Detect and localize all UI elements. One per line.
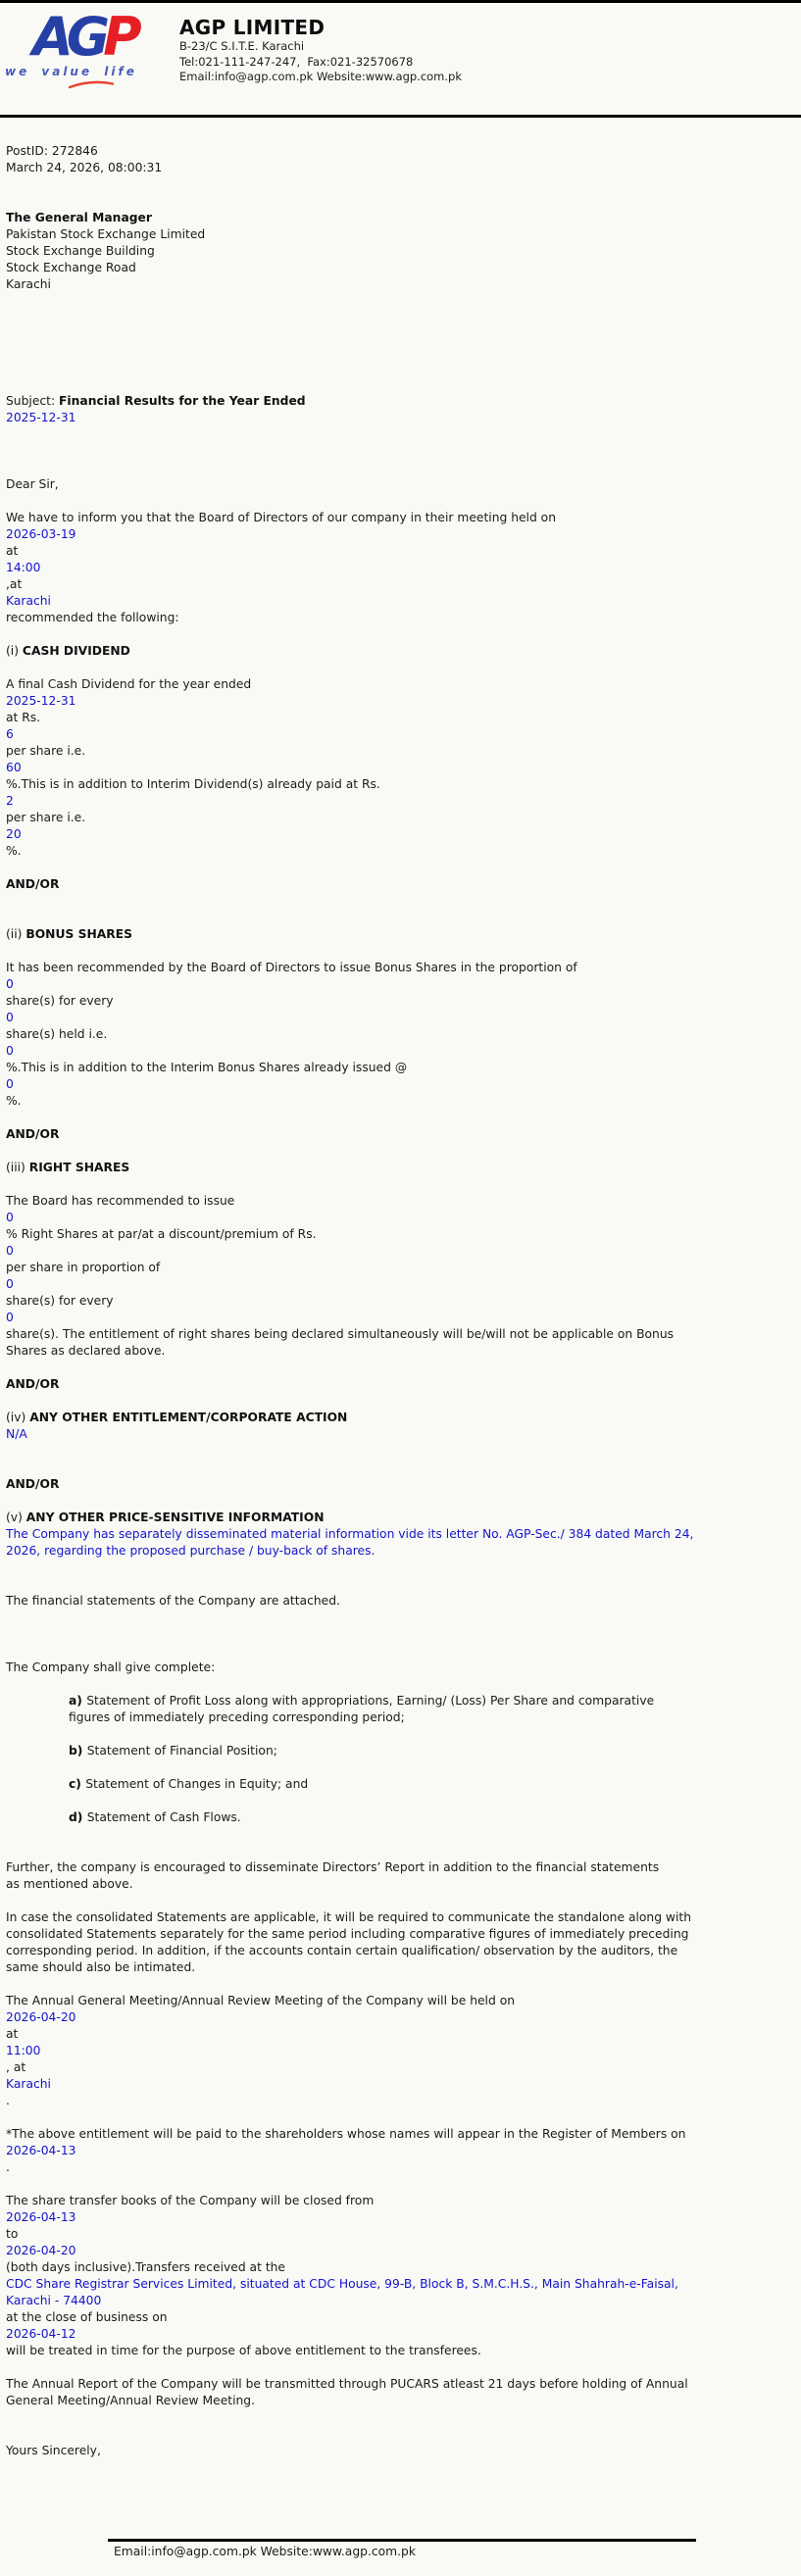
bold-text: a) — [69, 1694, 87, 1708]
company-phone-fax: Tel:021-111-247-247, Fax:021-32570678 — [179, 54, 414, 69]
text: Statement of Cash Flows. — [86, 1810, 241, 1824]
letter-line — [6, 510, 787, 526]
letter-line — [6, 410, 787, 426]
letter-line — [6, 2043, 787, 2059]
letter-line — [6, 1043, 787, 1060]
bold-text: Financial Results for the Year Ended — [59, 394, 306, 408]
text: It has been recommended by the Board of Directors to issue Bonus Shares in the proportion of — [6, 961, 577, 974]
text: at Rs. — [6, 711, 41, 724]
letterhead — [0, 3, 801, 115]
field-value: 0 — [6, 1244, 14, 1258]
letter-line — [6, 1343, 787, 1360]
text: , at — [6, 2060, 26, 2074]
letter-line — [6, 2009, 787, 2026]
text: as mentioned above. — [6, 1877, 133, 1891]
field-value: 20 — [6, 827, 22, 841]
field-value: 6 — [6, 727, 14, 741]
company-email-website: Email:info@agp.com.pk Website:www.agp.com.pk — [179, 70, 462, 83]
text: per share i.e. — [6, 744, 86, 758]
letter-line — [6, 2059, 787, 2076]
text: . — [6, 2094, 10, 2107]
field-value: 2025-12-31 — [6, 411, 76, 424]
field-value: 2026-04-12 — [6, 2327, 76, 2341]
text: at — [6, 544, 19, 558]
letter-line — [6, 676, 787, 693]
letter-line — [6, 2393, 787, 2409]
bold-text: b) — [69, 1744, 87, 1758]
letter-body — [0, 118, 801, 2459]
text: (i) — [6, 644, 23, 658]
letter-line — [6, 776, 787, 793]
text: In case the consolidated Statements are applicable, it will be required to communicate the standalone along with — [6, 1910, 692, 1924]
field-value: 0 — [6, 1211, 14, 1224]
letter-line — [6, 2159, 787, 2176]
text: share(s) for every — [6, 1294, 114, 1308]
text: (both days inclusive).Transfers received at the — [6, 2260, 285, 2274]
field-value: 2026, regarding the proposed purchase / buy-back of shares. — [6, 1544, 375, 1558]
letter-line — [6, 543, 787, 560]
text: %.This is in addition to Interim Dividend(s) already paid at Rs. — [6, 777, 380, 791]
text: at — [6, 2027, 19, 2041]
field-value: 2026-04-20 — [6, 2244, 76, 2257]
field-value: 0 — [6, 1011, 14, 1024]
bold-text: AND/OR — [6, 1377, 60, 1391]
text: (v) — [6, 1511, 26, 1524]
letter-line — [6, 1276, 787, 1293]
letter-line — [6, 976, 787, 993]
letter-line — [6, 1476, 787, 1493]
letter-line — [6, 1993, 787, 2009]
bold-text: AND/OR — [6, 1477, 60, 1491]
text: figures of immediately preceding corresponding period; — [69, 1710, 405, 1724]
letter-line — [6, 2126, 787, 2143]
letter-line — [6, 1310, 787, 1326]
letter-line — [6, 226, 787, 243]
text: %. — [6, 844, 22, 858]
letter-line — [6, 1410, 787, 1426]
text: (iv) — [6, 1411, 30, 1424]
letter-line — [6, 2443, 787, 2459]
text: PostID: 272846 — [6, 144, 98, 158]
text: March 24, 2026, 08:00:31 — [6, 161, 163, 174]
letter-line — [6, 1210, 787, 1226]
letter-line — [6, 2076, 787, 2093]
bold-text: The General Manager — [6, 211, 152, 224]
letter-line — [6, 1709, 787, 1726]
bold-text: RIGHT SHARES — [28, 1161, 130, 1174]
text: Stock Exchange Building — [6, 244, 155, 258]
letter-line — [6, 526, 787, 543]
field-value: 2025-12-31 — [6, 694, 76, 708]
text: same should also be intimated. — [6, 1960, 196, 1974]
text: recommended the following: — [6, 611, 179, 624]
field-value: 2026-04-20 — [6, 2010, 76, 2024]
field-value: Karachi — [6, 594, 51, 608]
field-value: 0 — [6, 977, 14, 991]
text: The Annual Report of the Company will be transmitted through PUCARS atleast 21 days before holding of Annual — [6, 2377, 688, 2391]
field-value: 60 — [6, 761, 22, 774]
text: share(s) for every — [6, 994, 114, 1008]
letter-line — [6, 1243, 787, 1260]
text: per share i.e. — [6, 811, 86, 824]
text: Subject: — [6, 394, 60, 408]
letter-line — [6, 760, 787, 776]
letter-line — [6, 1226, 787, 1243]
logo-letter-red: P — [103, 6, 135, 68]
text: per share in proportion of — [6, 1261, 161, 1274]
text: ,at — [6, 577, 23, 591]
letter-line — [6, 1510, 787, 1526]
text: A final Cash Dividend for the year ended — [6, 677, 252, 691]
letter-line — [6, 560, 787, 576]
letter-line — [6, 876, 787, 893]
text: share(s). The entitlement of right shares being declared simultaneously will be/will not be applicable on Bonus — [6, 1327, 675, 1341]
text: (ii) — [6, 927, 26, 941]
bold-text: CASH DIVIDEND — [22, 644, 130, 658]
field-value: 2026-03-19 — [6, 527, 76, 541]
letter-line — [6, 143, 787, 160]
letter-line — [6, 243, 787, 260]
letter-line — [6, 643, 787, 660]
letter-line — [6, 1743, 787, 1759]
letter-line — [6, 2309, 787, 2326]
letter-line — [6, 710, 787, 726]
text: Statement of Financial Position; — [86, 1744, 277, 1758]
field-value: 2026-04-13 — [6, 2144, 76, 2157]
letter-line — [6, 693, 787, 710]
letter-line — [6, 810, 787, 826]
text: %. — [6, 1094, 22, 1108]
letter-line — [6, 993, 787, 1010]
text: We have to inform you that the Board of Directors of our company in their meeting held on — [6, 511, 557, 524]
letter-line — [6, 1909, 787, 1926]
text: consolidated Statements separately for the same period including comparative figures of immediately preceding — [6, 1927, 689, 1941]
field-value: 2026-04-13 — [6, 2210, 76, 2224]
letter-line — [6, 1526, 787, 1543]
field-value: 11:00 — [6, 2044, 41, 2057]
letter-line — [6, 1809, 787, 1826]
letter-line — [6, 393, 787, 410]
text: Dear Sir, — [6, 477, 59, 491]
letter-line — [6, 476, 787, 493]
letter-line — [6, 2226, 787, 2243]
text: share(s) held i.e. — [6, 1027, 108, 1041]
text: will be treated in time for the purpose of above entitlement to the transferees. — [6, 2344, 481, 2357]
letter-line — [6, 2026, 787, 2043]
letter-line — [6, 743, 787, 760]
letter-line — [6, 260, 787, 276]
bold-text: AND/OR — [6, 877, 60, 891]
letter-line — [6, 960, 787, 976]
text: The Annual General Meeting/Annual Review Meeting of the Company will be held on — [6, 1994, 516, 2007]
letter-line — [6, 2243, 787, 2259]
letter-line — [6, 1943, 787, 1959]
letter-line — [6, 1010, 787, 1026]
footer-contact: Email:info@agp.com.pk Website:www.agp.com.pk — [114, 2545, 416, 2558]
letter-line — [6, 1060, 787, 1076]
logo-swoosh-icon — [68, 80, 115, 89]
letter-line — [6, 2326, 787, 2343]
agp-logo — [5, 6, 137, 89]
text: The share transfer books of the Company will be closed from — [6, 2194, 375, 2207]
letter-line — [6, 1426, 787, 1443]
letter-line — [6, 276, 787, 293]
letter-line — [6, 1026, 787, 1043]
text: to — [6, 2227, 19, 2241]
text: Yours Sincerely, — [6, 2444, 101, 2457]
letter-line — [6, 1859, 787, 1876]
text: . — [6, 2160, 10, 2174]
letter-line — [6, 160, 787, 176]
text: Stock Exchange Road — [6, 261, 136, 274]
letter-line — [6, 1776, 787, 1793]
field-value: 0 — [6, 1311, 14, 1324]
text: *The above entitlement will be paid to the shareholders whose names will appear in the Register of Members on — [6, 2127, 686, 2141]
letter-line — [6, 2276, 787, 2293]
text: corresponding period. In addition, if the accounts contain certain qualification/ observation by the auditors, the — [6, 1944, 678, 1957]
letter-line — [6, 2343, 787, 2359]
letter-line — [6, 1693, 787, 1709]
field-value: The Company has separately disseminated material information vide its letter No. AGP-Sec./ 384 dated March 24, — [6, 1527, 694, 1541]
text: General Meeting/Annual Review Meeting. — [6, 2394, 256, 2407]
page-footer — [0, 2539, 801, 2558]
letter-line — [6, 2259, 787, 2276]
letter-line — [6, 1093, 787, 1110]
field-value: Karachi — [6, 2077, 51, 2091]
letter-line — [6, 2143, 787, 2159]
letter-line — [6, 1193, 787, 1210]
text: (iii) — [6, 1161, 29, 1174]
text: Statement of Profit Loss along with appropriations, Earning/ (Loss) Per Share and comparative — [86, 1694, 655, 1708]
field-value: 0 — [6, 1077, 14, 1091]
letter-line — [6, 1326, 787, 1343]
text: Karachi — [6, 277, 51, 291]
logo-tagline: we value life — [5, 65, 137, 78]
letter-line — [6, 1376, 787, 1393]
letter-line — [6, 593, 787, 610]
bold-text: c) — [69, 1777, 86, 1791]
company-info — [179, 16, 462, 85]
letter-line — [6, 2209, 787, 2226]
field-value: Karachi - 74400 — [6, 2294, 102, 2307]
letter-line — [6, 210, 787, 226]
bold-text: d) — [69, 1810, 87, 1824]
text: % Right Shares at par/at a discount/premium of Rs. — [6, 1227, 317, 1241]
letter-line — [6, 1660, 787, 1676]
text: Shares as declared above. — [6, 1344, 166, 1358]
company-address: B-23/C S.I.T.E. Karachi — [179, 39, 305, 53]
text: Pakistan Stock Exchange Limited — [6, 227, 206, 241]
letter-line — [6, 1926, 787, 1943]
agp-logo-text — [32, 6, 137, 68]
bold-text: ANY OTHER PRICE-SENSITIVE INFORMATION — [25, 1511, 325, 1524]
text: at the close of business on — [6, 2310, 168, 2324]
letter-line — [6, 1593, 787, 1610]
text: The financial statements of the Company are attached. — [6, 1594, 340, 1608]
logo-letters-blue: AG — [32, 6, 104, 68]
letter-line — [6, 2093, 787, 2109]
company-name: AGP LIMITED — [179, 16, 325, 39]
field-value: 14:00 — [6, 561, 41, 574]
field-value: 0 — [6, 1277, 14, 1291]
bold-text: AND/OR — [6, 1127, 60, 1141]
letter-line — [6, 926, 787, 943]
letter-line — [6, 2293, 787, 2309]
letter-line — [6, 1126, 787, 1143]
text: Statement of Changes in Equity; and — [85, 1777, 309, 1791]
letter-line — [6, 576, 787, 593]
letter-line — [6, 2376, 787, 2393]
letter-line — [6, 1876, 787, 1893]
letter-line — [6, 1543, 787, 1560]
field-value: 2 — [6, 794, 14, 808]
bold-text: BONUS SHARES — [25, 927, 132, 941]
text: %.This is in addition to the Interim Bonus Shares already issued @ — [6, 1061, 408, 1074]
letter-line — [6, 1959, 787, 1976]
letter-line — [6, 2193, 787, 2209]
text: The Company shall give complete: — [6, 1660, 216, 1674]
text: Further, the company is encouraged to disseminate Directors’ Report in addition to the financial statements — [6, 1860, 660, 1874]
letter-line — [6, 1160, 787, 1176]
letter-line — [6, 726, 787, 743]
bold-text: ANY OTHER ENTITLEMENT/CORPORATE ACTION — [29, 1411, 348, 1424]
text: The Board has recommended to issue — [6, 1194, 235, 1208]
letter-line — [6, 1076, 787, 1093]
letter-line — [6, 1260, 787, 1276]
field-value: 0 — [6, 1044, 14, 1058]
letter-line — [6, 610, 787, 626]
field-value: CDC Share Registrar Services Limited, situated at CDC House, 99-B, Block B, S.M.C.H.S., Main Shahrah-e-Faisal, — [6, 2277, 678, 2291]
letter-line — [6, 843, 787, 860]
letter-line — [6, 1293, 787, 1310]
field-value: N/A — [6, 1427, 27, 1441]
letter-line — [6, 826, 787, 843]
letter-line — [6, 793, 787, 810]
